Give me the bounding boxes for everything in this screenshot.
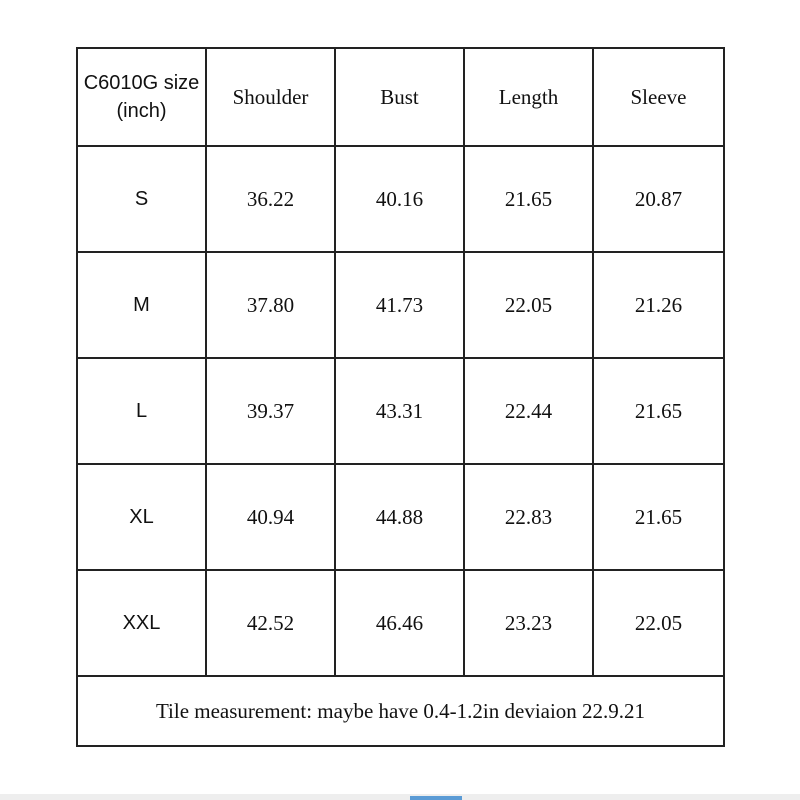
shoulder-value: 40.94 xyxy=(206,464,335,570)
size-unit-header xyxy=(77,48,206,146)
sleeve-value: 21.65 xyxy=(593,464,724,570)
length-value: 22.83 xyxy=(464,464,593,570)
column-header-shoulder: Shoulder xyxy=(206,48,335,146)
column-header-bust: Bust xyxy=(335,48,464,146)
bust-value: 46.46 xyxy=(335,570,464,676)
bottom-accent-bar xyxy=(410,796,462,800)
length-value: 23.23 xyxy=(464,570,593,676)
bust-value: 43.31 xyxy=(335,358,464,464)
size-label: XL xyxy=(77,464,206,570)
sleeve-value: 21.65 xyxy=(593,358,724,464)
size-label: L xyxy=(77,358,206,464)
bust-value: 40.16 xyxy=(335,146,464,252)
table-row xyxy=(77,464,724,570)
size-label: XXL xyxy=(77,570,206,676)
length-value: 21.65 xyxy=(464,146,593,252)
bust-value: 41.73 xyxy=(335,252,464,358)
size-chart-table xyxy=(76,47,725,747)
bottom-strip xyxy=(0,794,800,800)
shoulder-value: 42.52 xyxy=(206,570,335,676)
bust-value: 44.88 xyxy=(335,464,464,570)
column-header-length: Length xyxy=(464,48,593,146)
unit-header-label: (inch) xyxy=(116,100,167,122)
size-label: M xyxy=(77,252,206,358)
sleeve-value: 22.05 xyxy=(593,570,724,676)
measurement-note: Tile measurement: maybe have 0.4-1.2in deviaion 22.9.21 xyxy=(77,676,724,746)
length-value: 22.05 xyxy=(464,252,593,358)
size-header-label: C6010G size xyxy=(83,72,200,94)
sleeve-value: 20.87 xyxy=(593,146,724,252)
shoulder-value: 39.37 xyxy=(206,358,335,464)
shoulder-value: 36.22 xyxy=(206,146,335,252)
table-footer-row xyxy=(77,676,724,746)
table-row xyxy=(77,252,724,358)
length-value: 22.44 xyxy=(464,358,593,464)
table-header-row xyxy=(77,48,724,146)
table-row xyxy=(77,146,724,252)
shoulder-value: 37.80 xyxy=(206,252,335,358)
column-header-sleeve: Sleeve xyxy=(593,48,724,146)
sleeve-value: 21.26 xyxy=(593,252,724,358)
size-label: S xyxy=(77,146,206,252)
table-row xyxy=(77,570,724,676)
table-row xyxy=(77,358,724,464)
